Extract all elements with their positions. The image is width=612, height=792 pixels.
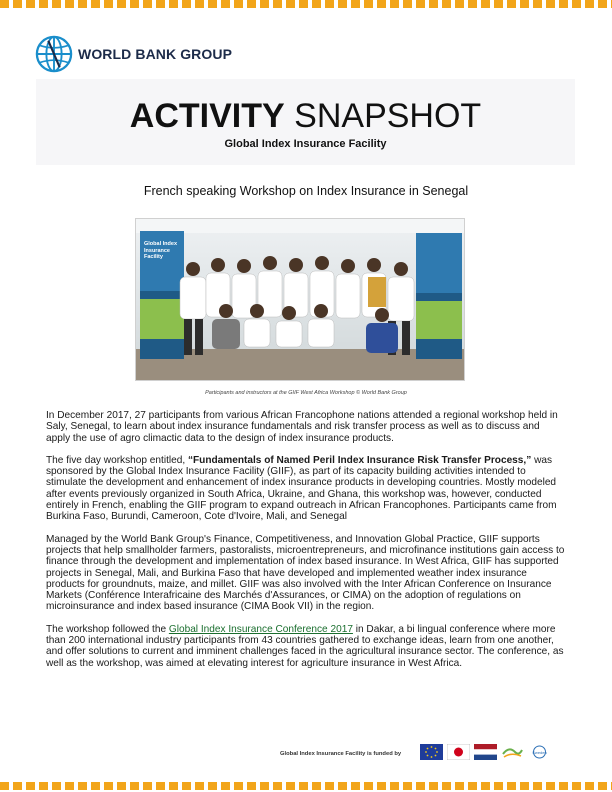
conference-link[interactable]: Global Index Insurance Conference 2017 [168,623,353,635]
paragraph-intro: In December 2017, 27 participants from various African Francophone nations attended a regional workshop held in Saly, Senegal, to learn about index insurance fundamentals and risk transfer process as well as to discuss and apply the use of agro climactic data to the design of index insurance products. [46,410,558,444]
brand-name: WORLD BANK GROUP [78,46,233,62]
eu-flag-icon [420,744,443,760]
world-bank-logo[interactable] [35,35,232,73]
paragraph-giif: Managed by the World Bank Group's Finance, Competitiveness, and Innovation Global Practice, GIIF supports projects that help smallholder farmers, pastoralists, microentrepreneurs, and microfinance institutions gain access to finance through the development and implementation of index based insurance. In West Africa, GIIF has supported projects in Senegal, Mali, and Burkina Faso that have developed and implemented weather index insurance products for groundnuts, maize, and millet. GIIF was also involved with the Inter African Conference on Insurance Markets (Conférence Interafricaine des Marchés d'Assurances, or CIMA) on the adoption of regulations on microinsurance and index based insurance (CIMA Book VII) in the region. [46,533,565,613]
banner-title-light: SNAPSHOT [294,97,482,135]
headline: French speaking Workshop on Index Insurance in Senegal [143,184,469,198]
paragraph-conference [46,624,566,669]
switzerland-seco-logo-icon [501,744,524,760]
sweden-logo-text: Sweden [532,750,547,755]
conference-prefix: The workshop followed the [46,623,169,635]
workshop-photo [135,218,465,381]
japan-flag-icon [447,744,470,760]
top-stripe-border [0,0,612,8]
funded-by-label: Global Index Insurance Facility is funded by [280,751,402,757]
banner-title-bold: ACTIVITY [129,97,285,135]
bottom-stripe-border [0,782,612,790]
workshop-title: “Fundamentals of Named Peril Index Insurance Risk Transfer Process,” [187,454,532,466]
group-photo-illustration [136,219,465,381]
sweden-logo-icon [528,744,551,760]
netherlands-flag-icon [474,744,497,760]
conference-rest: in Dakar, a bi lingual conference where more than 200 international industry participants from 43 countries gathered to exchange ideas, learn from one another, and offer solutions to current and imminent challenges faced in the agricultural insurance sector. The conference, as well as the workshop, was aimed at elevating interest for agriculture insurance in West Africa. [46,623,564,669]
photo-caption: Participants and instructors at the GIIF West Africa Workshop © World Bank Group [205,390,407,396]
article-body [46,410,566,680]
workshop-rest: was sponsored by the Global Index Insurance Facility (GIIF), as part of its capacity building activities intended to stimulate the development and enhancement of index insurance products in developing countries. Mostly modeled after events previously organized in South Africa, Ukraine, and Ghana, this workshop was, however, conducted entirely in French, enabling the GIIF program to expand outreach in African Francophones. Participants came from Burkina Faso, Burundi, Cameroon, Cote d'Ivoire, Mali, and Senegal [46,454,557,523]
globe-icon [35,35,73,73]
donor-flags [420,744,551,760]
activity-snapshot-banner [36,79,575,165]
paragraph-workshop [46,455,566,523]
photo-banner-text: Global Index Insurance Facility [144,241,178,260]
banner-subtitle: Global Index Insurance Facility [224,138,387,150]
banner-title [36,97,575,135]
workshop-prefix: The five day workshop entitled, [46,454,188,466]
